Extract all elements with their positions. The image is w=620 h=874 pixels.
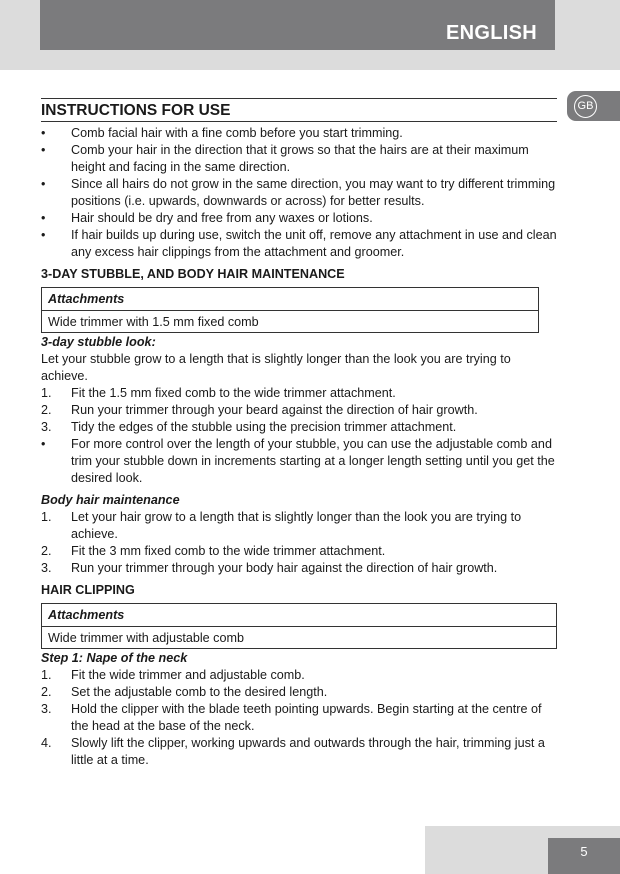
step-text: Let your hair grow to a length that is slightly longer than the look you are trying to achieve. [71,510,522,541]
list-item [41,509,557,543]
body-hair-steps [41,509,557,577]
list-item [41,385,557,402]
step-text: Hold the clipper with the blade teeth pointing upwards. Begin starting at the centre of the head at the base of the neck. [71,702,542,733]
stubble-look-heading: 3-day stubble look: [41,335,156,349]
step-text: Run your trimmer through your body hair against the direction of hair growth. [71,561,498,575]
language-label: ENGLISH [446,22,537,44]
step-marker: 2. [41,544,52,558]
step-text: Fit the wide trimmer and adjustable comb. [71,668,305,682]
step-marker: 2. [41,685,52,699]
step-marker: 3. [41,702,52,716]
instructions-title: INSTRUCTIONS FOR USE [41,98,557,122]
list-item [41,684,557,701]
list-item [41,667,557,684]
attachments-value: Wide trimmer with adjustable comb [48,631,244,645]
language-banner [40,0,555,50]
attachments-header: Attachments [42,288,538,311]
step-marker: 2. [41,403,52,417]
page-number: 5 [548,838,620,874]
list-item: • Hair should be dry and free from any waxes or lotions. [41,210,557,227]
step-marker: 1. [41,510,52,524]
step-marker: 3. [41,420,52,434]
step-text: Fit the 3 mm fixed comb to the wide trimmer attachment. [71,544,386,558]
step-text: Fit the 1.5 mm fixed comb to the wide trimmer attachment. [71,386,396,400]
stubble-steps [41,385,557,487]
body-hair-heading: Body hair maintenance [41,493,180,507]
nape-step-heading: Step 1: Nape of the neck [41,651,188,665]
list-item [41,560,557,577]
step-marker: 4. [41,736,52,750]
country-tab [567,91,620,121]
country-badge: GB [574,95,597,118]
stubble-attachments-table [41,287,539,333]
step-text: For more control over the length of your stubble, you can use the adjustable comb and trim your stubble down in increments starting at a longer length setting until you get the desired look. [71,437,555,485]
list-item: • Comb your hair in the direction that it grows so that the hairs are at their maximum height and facing in the same direction. [41,142,557,176]
step-marker: • [41,437,46,451]
clipping-attachments-table [41,603,557,649]
list-item [41,701,557,735]
step-marker: 1. [41,386,52,400]
list-item [41,402,557,419]
nape-steps [41,667,557,769]
step-marker: 3. [41,561,52,575]
instructions-list [41,125,557,261]
step-text: Slowly lift the clipper, working upwards and outwards through the hair, trimming just a little at a time. [71,736,545,767]
step-text: Tidy the edges of the stubble using the precision trimmer attachment. [71,420,457,434]
list-item: • Since all hairs do not grow in the same direction, you may want to try different trimming positions (i.e. upwards, downwards or across) for better results. [41,176,557,210]
list-item [41,419,557,436]
step-marker: 1. [41,668,52,682]
list-item [41,436,557,487]
attachments-value: Wide trimmer with 1.5 mm fixed comb [48,315,259,329]
step-text: Set the adjustable comb to the desired length. [71,685,328,699]
list-item [41,543,557,560]
clipping-section-heading: HAIR CLIPPING [41,583,135,597]
stubble-section-heading: 3-DAY STUBBLE, AND BODY HAIR MAINTENANCE [41,267,345,281]
list-item: • Comb facial hair with a fine comb before you start trimming. [41,125,557,142]
step-text: Run your trimmer through your beard against the direction of hair growth. [71,403,478,417]
list-item: • If hair builds up during use, switch the unit off, remove any attachment in use and clean any excess hair clippings from the attachment and groomer. [41,227,557,261]
attachments-header: Attachments [42,604,556,627]
stubble-look-intro: Let your stubble grow to a length that is slightly longer than the look you are trying to achieve. [41,352,511,383]
list-item [41,735,557,769]
page-content [41,98,557,769]
